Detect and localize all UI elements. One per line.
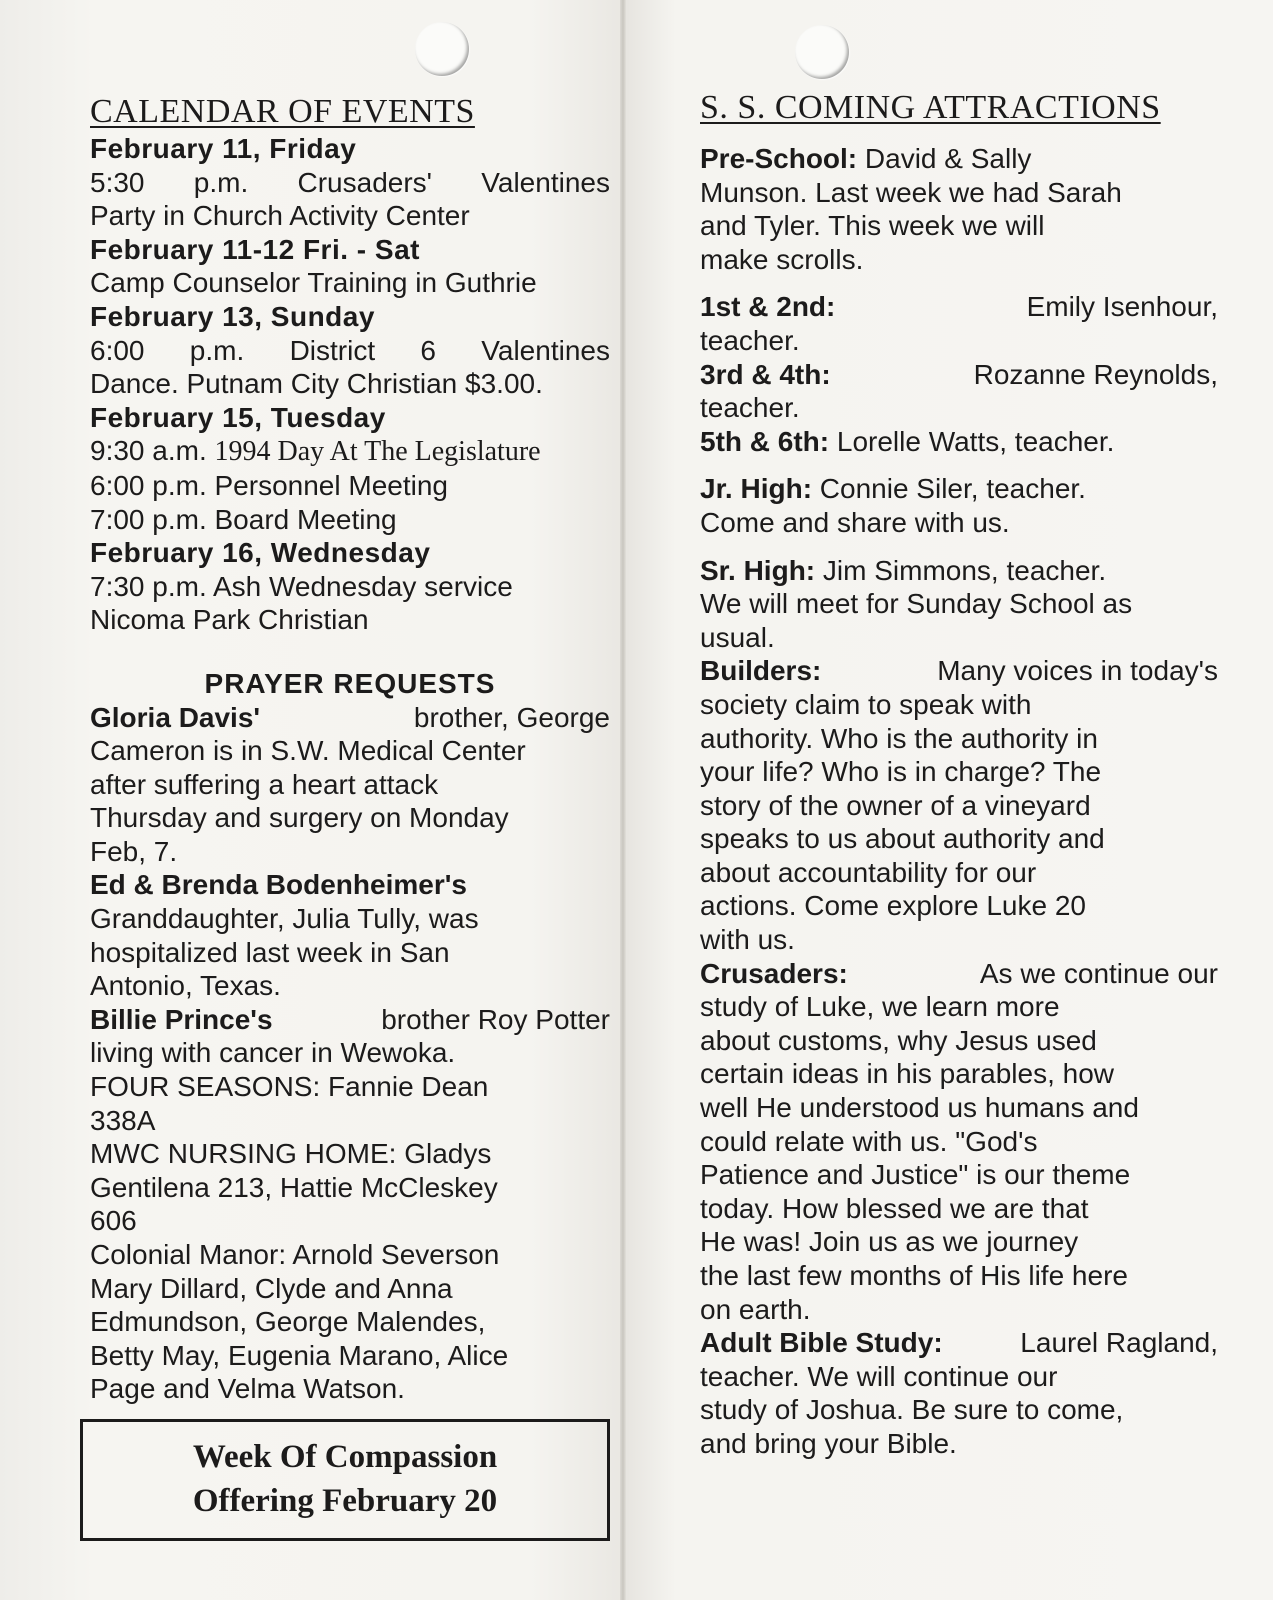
prayer-line: Antonio, Texas. [90,970,281,1002]
class-text: Connie Siler, teacher. [819,473,1086,505]
class-text: Many voices in today's [937,655,1218,687]
prayer-line [90,868,610,902]
center-fold [620,0,626,1600]
ss-line: teacher. [700,392,800,424]
event-date: February 16, Wednesday [90,537,431,569]
ss-line [700,554,1218,588]
left-column [90,92,610,1406]
class-label: Sr. High: [700,554,816,586]
class-text: Rozanne Reynolds, [973,358,1218,390]
class-text: Laurel Ragland, [1020,1327,1218,1359]
event-time: 6:00 [90,334,145,366]
prayer-name: Gloria Davis' [90,701,261,733]
event-line [90,166,610,200]
prayer-requests-title: PRAYER REQUESTS [204,667,496,699]
class-text: Jim Simmons, teacher. [822,554,1107,586]
event-line: 6:00 p.m. Personnel Meeting [90,469,448,501]
class-label: Jr. High: [700,473,813,505]
ss-line: study of Joshua. Be sure to come, [700,1394,1124,1426]
ss-line: speaks to us about authority and [700,823,1105,855]
event-line: 7:00 p.m. Board Meeting [90,503,397,535]
ss-line: teacher. [700,324,800,356]
class-text: As we continue our [979,957,1218,989]
event-text: Crusaders' [297,166,433,198]
prayer-line: Feb, 7. [90,835,178,867]
class-text: Emily Isenhour, [1026,291,1218,323]
offering-box [80,1419,610,1541]
prayer-line [90,701,610,735]
calendar-title: CALENDAR OF EVENTS [90,93,475,130]
event-line: Nicoma Park Christian [90,604,369,636]
event-text: Valentines [481,334,610,366]
prayer-line: hospitalized last week in San [90,936,450,968]
ss-line: society claim to speak with [700,688,1032,720]
prayer-line: 338A [90,1104,156,1136]
ss-title: S. S. COMING ATTRACTIONS [700,89,1161,126]
prayer-line: Betty May, Eugenia Marano, Alice [90,1339,509,1371]
ss-line [700,654,1218,688]
class-label: 5th & 6th: [700,425,830,457]
prayer-line: Mary Dillard, Clyde and Anna [90,1272,453,1304]
prayer-line: Page and Velma Watson. [90,1373,405,1405]
punch-hole-right [795,25,849,79]
prayer-line: Gentilena 213, Hattie McCleskey [90,1171,498,1203]
prayer-line: Edmundson, George Malendes, [90,1306,486,1338]
ss-line: story of the owner of a vineyard [700,789,1091,821]
event-text: Valentines [481,166,610,198]
ss-line: today. How blessed we are that [700,1192,1089,1224]
ss-line: make scrolls. [700,243,864,275]
ss-line [700,472,1218,506]
ss-line: certain ideas in his parables, how [700,1058,1115,1090]
prayer-name: Billie Prince's [90,1003,273,1035]
event-text: District [289,334,376,366]
offering-line-2: Offering February 20 [192,1483,498,1519]
event-text: 1994 Day At The Legislature [214,436,541,468]
event-text: 6 [420,334,436,366]
prayer-line: MWC NURSING HOME: Gladys [90,1138,492,1170]
ss-line [700,290,1218,324]
ss-line: and Tyler. This week we will [700,210,1045,242]
right-column [700,88,1218,1461]
ss-line: and bring your Bible. [700,1427,957,1459]
ss-line: study of Luke, we learn more [700,991,1060,1023]
ss-line [700,1326,1218,1360]
prayer-line [90,1003,610,1037]
prayer-line: after suffering a heart attack [90,768,439,800]
ss-line: We will meet for Sunday School as [700,588,1133,620]
ss-line [700,957,1218,991]
ss-line: about accountability for our [700,856,1037,888]
event-time: 9:30 a.m. [90,435,207,467]
ss-line: Munson. Last week we had Sarah [700,176,1122,208]
ss-line [700,358,1218,392]
ss-line: authority. Who is the authority in [700,722,1098,754]
prayer-line: Granddaughter, Julia Tully, was [90,903,479,935]
event-time: 5:30 [90,166,145,198]
event-ampm: p.m. [193,166,249,198]
prayer-line: 606 [90,1205,137,1237]
event-line: Party in Church Activity Center [90,200,470,232]
prayer-line: FOUR SEASONS: Fannie Dean [90,1071,489,1103]
prayer-text: brother, George [413,701,610,733]
ss-line: well He understood us humans and [700,1092,1139,1124]
event-line: 7:30 p.m. Ash Wednesday service [90,570,513,602]
offering-line-1: Week Of Compassion [192,1439,498,1475]
ss-line [700,425,1218,459]
class-label: Crusaders: [700,957,848,989]
class-text: Lorelle Watts, teacher. [836,425,1115,457]
ss-line [700,142,1218,176]
prayer-text: brother Roy Potter [381,1003,610,1035]
event-line: Camp Counselor Training in Guthrie [90,267,537,299]
ss-line: could relate with us. "God's [700,1125,1038,1157]
prayer-line: Thursday and surgery on Monday [90,802,509,834]
prayer-line: Cameron is in S.W. Medical Center [90,735,526,767]
ss-line: usual. [700,621,775,653]
ss-line: about customs, why Jesus used [700,1024,1097,1056]
ss-line: your life? Who is in charge? The [700,756,1102,788]
prayer-name: Ed & Brenda Bodenheimer's [90,869,467,901]
class-label: 1st & 2nd: [700,291,836,323]
event-ampm: p.m. [189,334,245,366]
ss-line: on earth. [700,1293,811,1325]
event-line [90,434,610,469]
prayer-line: living with cancer in Wewoka. [90,1037,456,1069]
class-text: David & Sally [864,143,1032,174]
event-line [90,334,610,368]
event-line: Dance. Putnam City Christian $3.00. [90,368,543,400]
class-label: Adult Bible Study: [700,1327,943,1359]
event-date: February 11-12 Fri. - Sat [90,233,420,265]
ss-line: with us. [700,924,795,956]
class-label: Builders: [700,655,822,687]
ss-line: Come and share with us. [700,506,1010,538]
class-label: Pre-School: [700,143,858,174]
prayer-line: Colonial Manor: Arnold Severson [90,1239,500,1270]
event-date: February 11, Friday [90,133,357,164]
ss-line: Patience and Justice" is our theme [700,1159,1131,1191]
class-label: 3rd & 4th: [700,358,831,390]
ss-line: actions. Come explore Luke 20 [700,890,1086,922]
ss-line: the last few months of His life here [700,1260,1128,1291]
ss-line: teacher. We will continue our [700,1360,1058,1392]
event-date: February 13, Sunday [90,300,375,332]
punch-hole-left [415,22,469,76]
event-date: February 15, Tuesday [90,401,386,433]
ss-line: He was! Join us as we journey [700,1226,1079,1258]
